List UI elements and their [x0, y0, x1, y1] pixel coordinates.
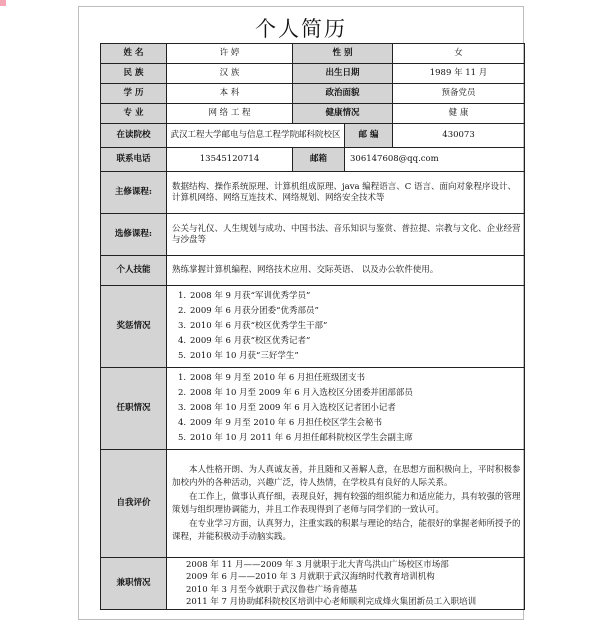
phone-value: 13545120714 [167, 148, 293, 172]
postcode-label: 邮 编 [345, 124, 393, 148]
gender-value: 女 [393, 44, 525, 64]
main-courses-text: 数据结构、操作系统原理、计算机组成原理、java 编程语言、C 语言、面向对象程序设计、计算机网络、网络互连技术、网络规划、网络安全技术等 [167, 172, 525, 214]
school-label: 在读院校 [101, 124, 167, 148]
page-title: 个人简历 [255, 17, 347, 41]
main-courses-label: 主修课程: [101, 172, 167, 214]
major-label: 专 业 [101, 104, 167, 124]
corner-mark [0, 0, 6, 6]
gender-label: 性 别 [293, 44, 393, 64]
resume-table [100, 43, 525, 610]
list-item: 2011 年 7 月协助邮科院校区培训中心老师顺利完成烽火集团新员工入职培训 [186, 597, 477, 607]
ethnicity-value: 汉 族 [167, 64, 293, 84]
list-item: 4. 2009 年 6 月获“校区优秀记者” [178, 336, 311, 346]
resume-sheet [78, 6, 524, 620]
positions-label: 任职情况 [101, 368, 167, 450]
school-value: 武汉工程大学邮电与信息工程学院邮科院校区 [167, 124, 345, 148]
list-item: 2. 2008 年 10 月至 2009 年 6 月入选校区分团委并团部部员 [178, 388, 413, 398]
awards-cell [167, 286, 525, 368]
list-item: 3. 2008 年 10 月至 2009 年 6 月入选校区记者团小记者 [178, 403, 396, 413]
skills-label: 个人技能 [101, 256, 167, 286]
list-item: 5. 2010 年 10 月获“三好学生” [178, 351, 299, 361]
list-item: 4. 2009 年 9 月至 2010 年 6 月担任校区学生会秘书 [178, 418, 382, 428]
postcode-value: 430073 [393, 124, 525, 148]
self-eval-cell [167, 450, 525, 558]
awards-label: 奖惩情况 [101, 286, 167, 368]
elective-courses-text: 公关与礼仪、人生规划与成功、中国书法、音乐知识与鉴赏、普拉提、宗教与文化、企业经营与沙盘等 [167, 214, 525, 256]
positions-cell [167, 368, 525, 450]
list-item: 5. 2010 年 10 月 2011 年 6 月担任邮科院校区学生会副主席 [178, 433, 413, 443]
self-eval-label: 自我评价 [101, 450, 167, 558]
jobs-cell [167, 558, 525, 610]
self-eval-para: 本人性格开朗、为人真诚友善，并且随和又善解人意，在思想方面积极向上，平时积极参加校内外的各种活动，兴趣广泛，待人热情，在学校具有良好的人际关系。 [172, 464, 521, 488]
political-value: 预备党员 [393, 84, 525, 104]
birth-value: 1989 年 11 月 [393, 64, 525, 84]
list-item: 1. 2008 年 9 月获“军训优秀学员” [178, 291, 311, 301]
list-item: 3. 2010 年 6 月获“校区优秀学生干部” [178, 321, 328, 331]
skills-text: 熟练掌握计算机编程、网络技术应用、交际英语、 以及办公软件使用。 [167, 256, 525, 286]
name-label: 姓 名 [101, 44, 167, 64]
list-item: 2009 年 6 月——2010 年 3 月就职于武汉海纳时代教育培训机构 [186, 572, 435, 582]
list-item: 2. 2009 年 6 月获分团委“优秀部员” [178, 306, 319, 316]
positions-list [172, 369, 522, 448]
email-label: 邮箱 [293, 148, 345, 172]
elective-courses-label: 选修课程: [101, 214, 167, 256]
education-value: 本 科 [167, 84, 293, 104]
major-value: 网 络 工 程 [167, 104, 293, 124]
self-eval-para: 在工作上，做事认真仔细，表现良好，拥有较强的组织能力和适应能力，具有较强的管理策划与组织理协调能力，并且工作表现得到了老师与同学们的一致认可。 [172, 491, 521, 515]
list-item: 2008 年 11 月——2009 年 3 月就职于北大青鸟洪山广场校区市场部 [186, 559, 449, 570]
self-eval-para: 在专业学习方面，认真努力，注重实践的积累与理论的结合，能很好的掌握老师所授予的课程，并能积极动手动脑实践。 [172, 518, 521, 542]
birth-label: 出生日期 [293, 64, 393, 84]
health-value: 健 康 [393, 104, 525, 124]
list-item: 1. 2008 年 9 月至 2010 年 6 月担任班级团支书 [178, 373, 365, 383]
list-item: 2010 年 3 月至今就职于武汉鲁巷广场肯德基 [186, 584, 358, 595]
jobs-label: 兼职情况 [101, 558, 167, 610]
health-label: 健康情况 [293, 104, 393, 124]
education-label: 学 历 [101, 84, 167, 104]
ethnicity-label: 民 族 [101, 64, 167, 84]
email-value: 306147608@qq.com [345, 148, 525, 172]
awards-list [172, 287, 522, 366]
name-value: 许 婷 [167, 44, 293, 64]
phone-label: 联系电话 [101, 148, 167, 172]
political-label: 政治面貌 [293, 84, 393, 104]
